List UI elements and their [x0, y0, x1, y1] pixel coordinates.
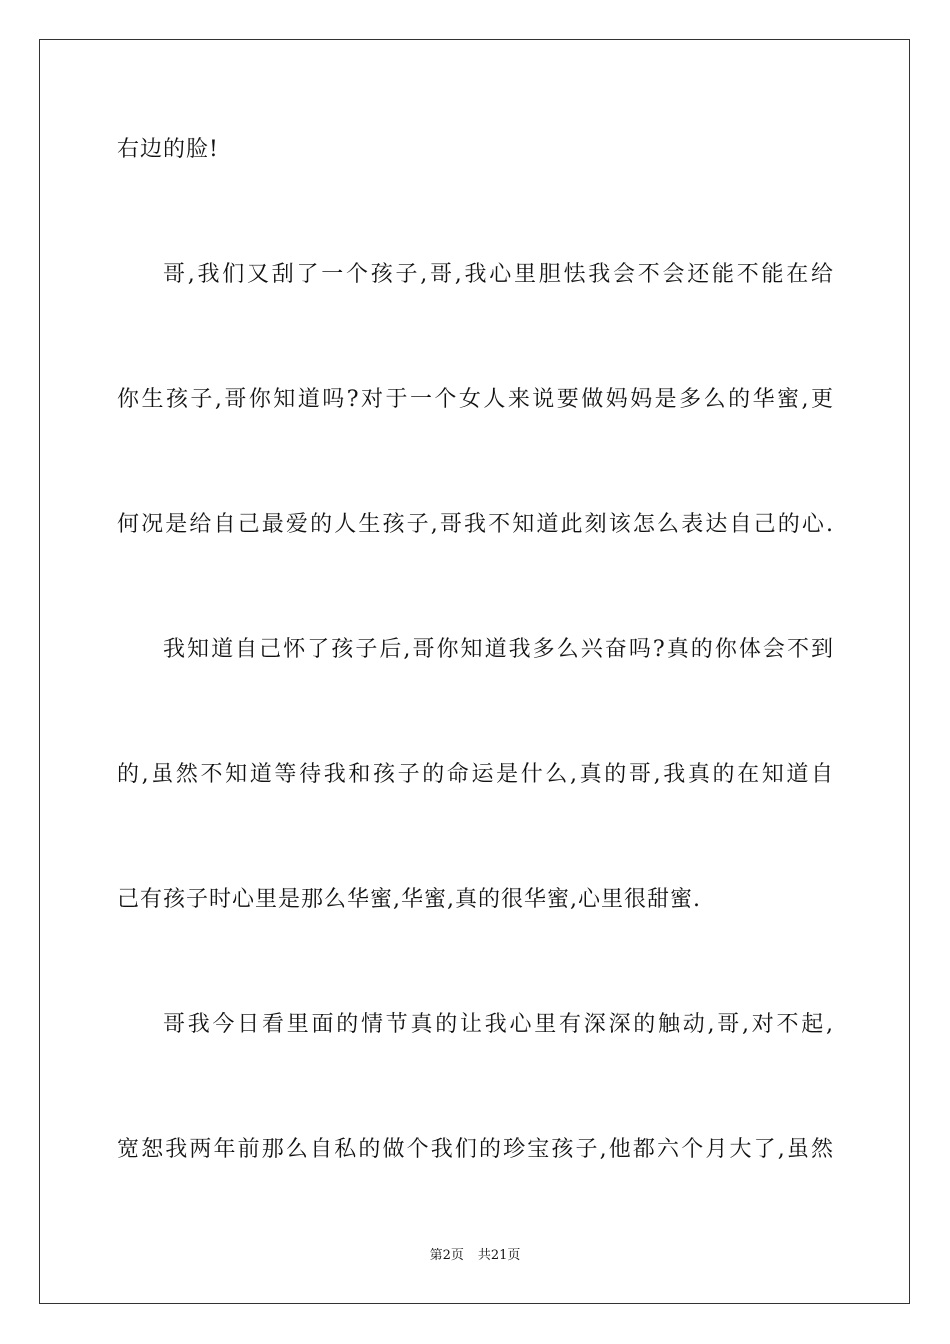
paragraph-2-line-2: 的,虽然不知道等待我和孩子的命运是什么,真的哥,我真的在知道自	[117, 762, 833, 787]
page-number-total: 共21页	[477, 1248, 521, 1263]
paragraph-3-line-1: 哥我今日看里面的情节真的让我心里有深深的触动,哥,对不起,	[163, 1012, 833, 1037]
page-footer	[0, 1248, 950, 1264]
paragraph-2-line-3: 己有孩子时心里是那么华蜜,华蜜,真的很华蜜,心里很甜蜜.	[117, 887, 701, 912]
page-border	[39, 39, 910, 1304]
paragraph-1-line-3: 何况是给自己最爱的人生孩子,哥我不知道此刻该怎么表达自己的心.	[117, 512, 833, 537]
paragraph-2-line-1: 我知道自己怀了孩子后,哥你知道我多么兴奋吗?真的你体会不到	[163, 637, 833, 662]
paragraph-3-line-2: 宽恕我两年前那么自私的做个我们的珍宝孩子,他都六个月大了,虽然	[117, 1137, 833, 1162]
paragraph-1-line-2: 你生孩子,哥你知道吗?对于一个女人来说要做妈妈是多么的华蜜,更	[117, 387, 833, 412]
page-number-current: 第2页	[429, 1248, 464, 1263]
paragraph-1-line-1: 哥,我们又刮了一个孩子,哥,我心里胆怯我会不会还能不能在给	[163, 262, 833, 287]
text-line-1: 右边的脸!	[117, 137, 219, 162]
